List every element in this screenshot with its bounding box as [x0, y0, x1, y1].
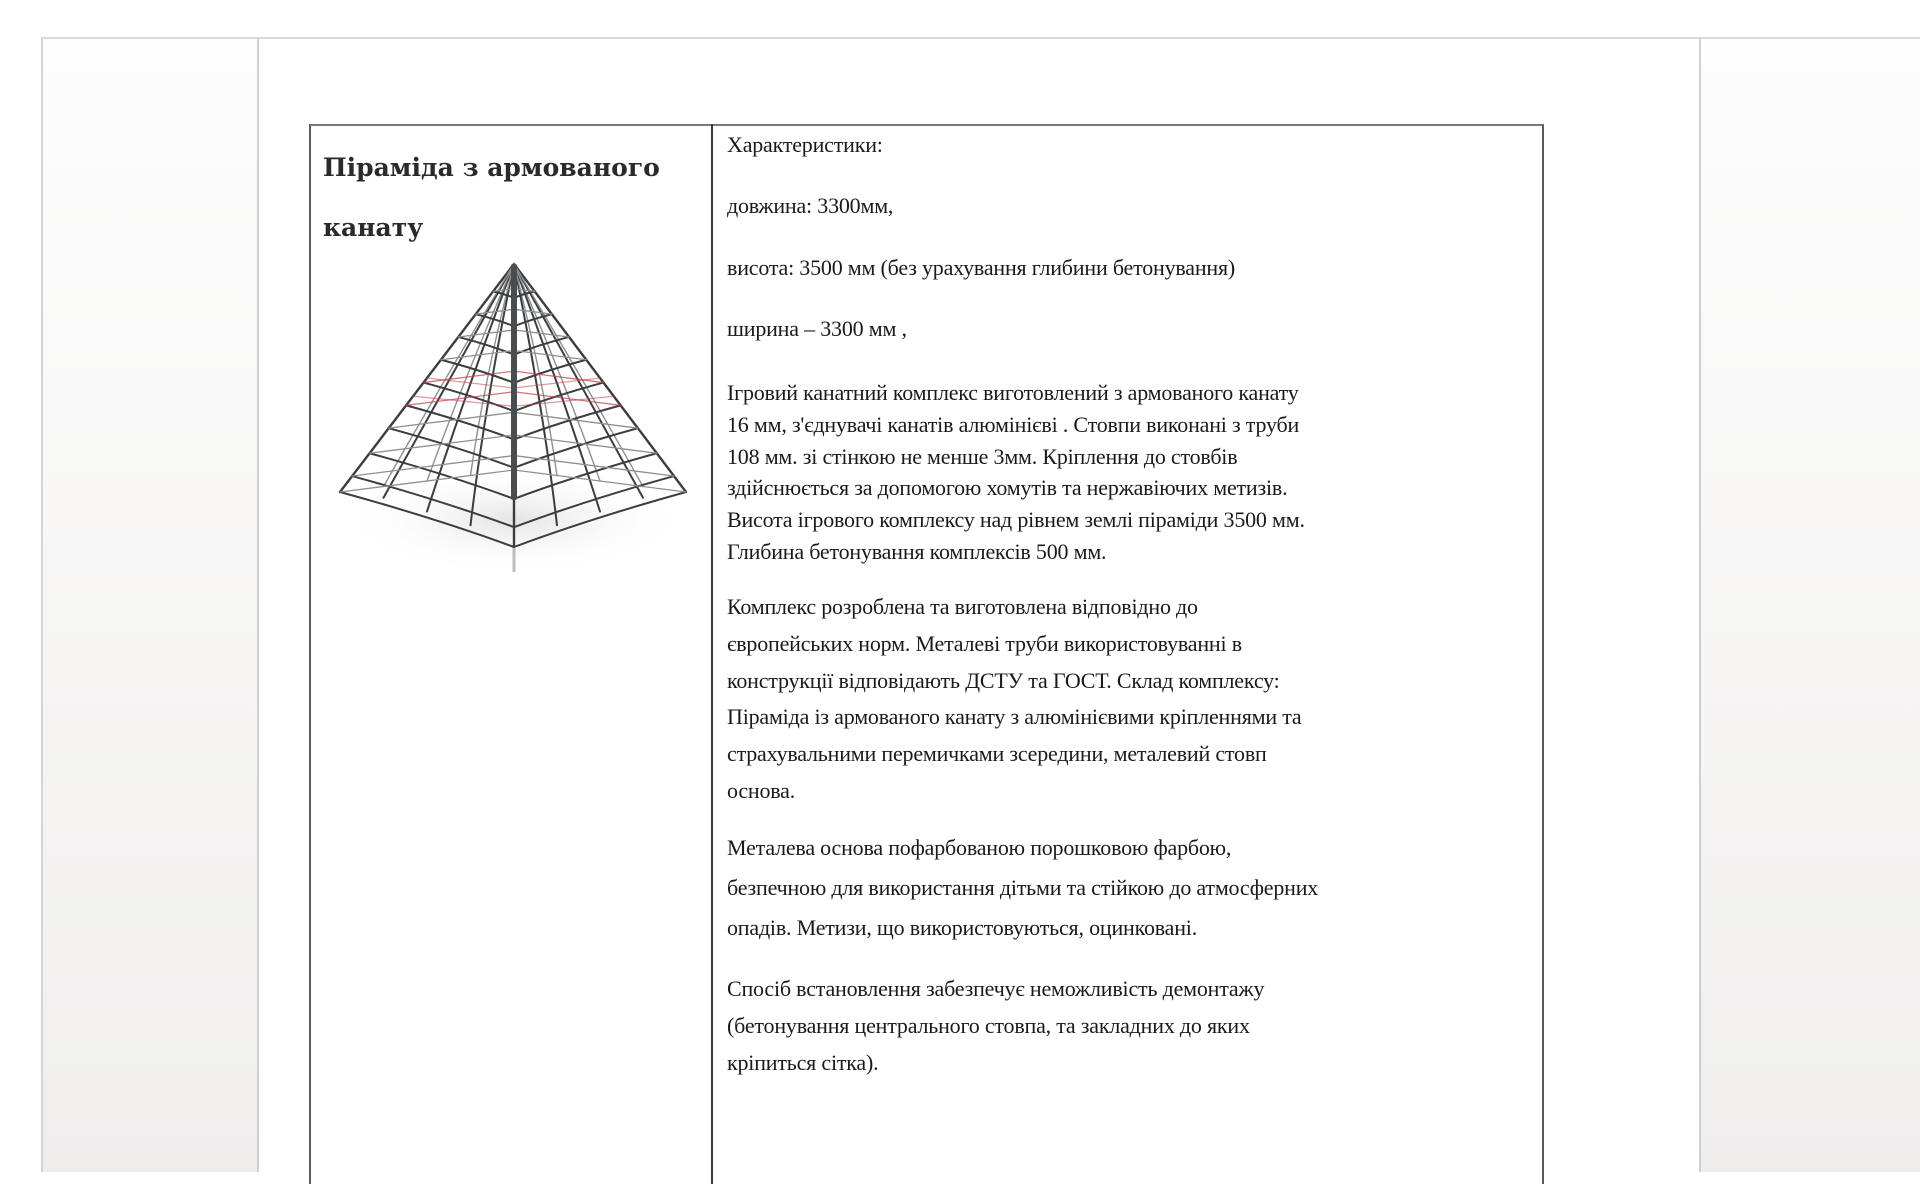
paragraph-line: опадів. Метизи, що використовуються, оцинковані.: [727, 915, 1198, 940]
paragraph-line: Висота ігрового комплексу над рівнем землі піраміди 3500 мм.: [727, 507, 1305, 533]
paragraph-line: Піраміда із армованого канату з алюмінієвими кріпленнями та: [727, 704, 1302, 730]
paragraph-line: (бетонування центрального стовпа, та закладних до яких: [727, 1013, 1250, 1038]
paragraph-line: Металева основа пофарбованою порошковою фарбою,: [727, 835, 1232, 860]
product-title-line: канату: [323, 213, 424, 242]
table-column-divider: [711, 124, 713, 1184]
paragraph-line: 108 мм. зі стінкою не менше 3мм. Кріплення до стовбів: [727, 443, 1238, 469]
paragraph-line: Спосіб встановлення забезпечує неможливість демонтажу: [727, 976, 1265, 1001]
product-title-line: Піраміда з армованого: [323, 153, 660, 182]
paragraph-standards: [727, 589, 1301, 810]
spec-width: ширина – 3300 мм ,: [727, 316, 907, 341]
paragraph-line: Ігровий канатний комплекс виготовлений з армованого канату: [727, 380, 1299, 405]
spec-length: довжина: 3300мм,: [727, 193, 894, 218]
paragraph-line: здійснюється за допомогою хомутів та нержавіючих метизів.: [727, 475, 1288, 501]
central-pole: [511, 264, 517, 500]
paragraph-line: кріпиться сітка).: [727, 1050, 879, 1075]
paragraph-line: 16 мм, з'єднувачі канатів алюмінієві . Стовпи виконані з труби: [727, 411, 1300, 437]
paragraph-line: Глибина бетонування комплексів 500 мм.: [727, 538, 1107, 564]
ring-rope: [514, 435, 657, 453]
paragraph-line: Комплекс розроблена та виготовлена відповідно до: [727, 594, 1198, 619]
paragraph-line: європейських норм. Металеві труби використовуванні в: [727, 630, 1242, 656]
paragraph-line: страхувальними перемичками зсередини, металевий стовп: [727, 741, 1267, 767]
paragraph-installation: [727, 970, 1264, 1081]
paragraph-line: основа.: [727, 777, 796, 803]
paragraph-coating: [727, 828, 1318, 948]
specs-heading: Характеристики:: [727, 132, 883, 157]
rope-pyramid-image: [320, 250, 700, 590]
paragraph-construction: [727, 377, 1305, 568]
ring-rope: [370, 435, 514, 453]
paragraph-line: безпечною для використання дітьми та стійкою до атмосферних: [727, 875, 1319, 900]
spec-height: висота: 3500 мм (без урахування глибини бетонування): [727, 255, 1236, 280]
product-title: [323, 138, 703, 258]
paragraph-line: конструкції відповідають ДСТУ та ГОСТ. Склад комплексу:: [727, 667, 1280, 693]
